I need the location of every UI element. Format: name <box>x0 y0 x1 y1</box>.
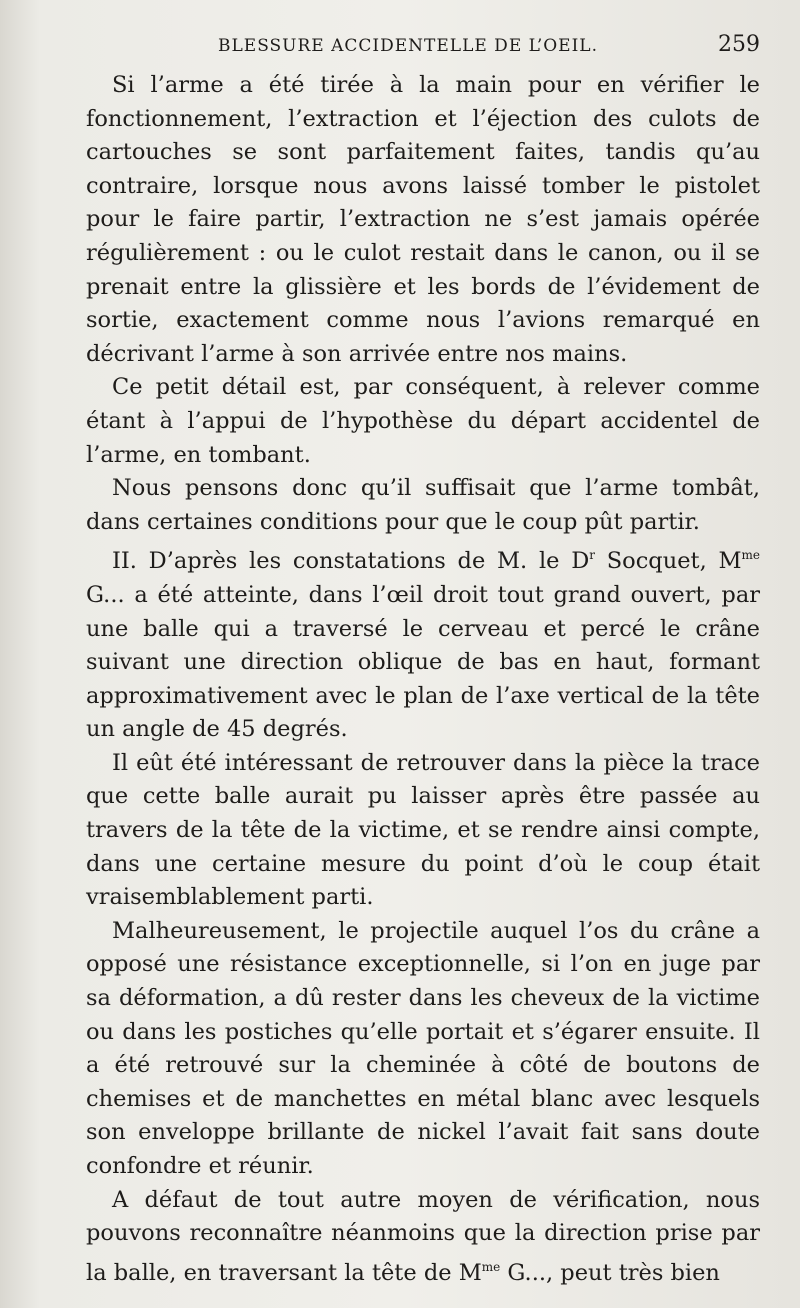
paragraph-5-text: Il eût été intéressant de retrouver dans la pièce la trace que cette balle aurait pu laisser après être passée au travers de la tête de la victime, et se rendre ainsi compte, dans une certaine mesure du point d’où le coup était vraisemblablement parti. <box>86 749 760 911</box>
paragraph-1-text: Si l’arme a été tirée à la main pour en vérifier le fonctionnement, l’extraction et l’éjection des culots de cartouches se sont parfaitement faites, tandis qu’au contraire, lorsque nous avons laissé tomber le pistolet pour le faire partir, l’extraction ne s’est jamais opérée régulièrement : ou le culot restait dans le canon, ou il se prenait entre la glissière et les bords de l’évidement de sortie, exactement comme nous l’avions remarqué en décrivant l’arme à son arrivée entre nos mains. <box>86 72 760 367</box>
paragraph-4-text-b: Socquet, M <box>595 548 742 575</box>
paragraph-7-text-a: A défaut de tout autre moyen de vérification, nous pouvons reconnaître néanmoins que la direction prise par la balle, en traversant la tête de M <box>86 1186 760 1286</box>
paragraph-5 <box>86 747 760 915</box>
paragraph-2-text: Ce petit détail est, par conséquent, à relever comme étant à l’appui de l’hypothèse du départ accidentel de l’arme, en tombant. <box>86 374 760 468</box>
paragraph-6-text: Malheureusement, le projectile auquel l’os du crâne a opposé une résistance exceptionnelle, si l’on en juge par sa déformation, a dû rester dans les cheveux de la victime ou dans les postiches qu’elle portait et s’égarer ensuite. Il a été retrouvé sur la cheminée à côté de boutons de chemises et de manchettes en métal blanc avec lesquels son enveloppe brillante de nickel l’avait fait sans doute confondre et réunir. <box>86 917 760 1179</box>
paragraph-3 <box>86 472 760 539</box>
paragraph-6 <box>86 915 760 1184</box>
running-title: BLESSURE ACCIDENTELLE DE L’OEIL. <box>218 36 599 56</box>
paragraph-7-text-b: G..., peut très bien <box>500 1259 720 1286</box>
page-header <box>0 32 800 62</box>
paragraph-4-text-c: G... a été atteinte, dans l’œil droit tout grand ouvert, par une balle qui a traversé le cerveau et percé le crâne suivant une direction oblique de bas en haut, formant approximativement avec le plan de l’axe vertical de la tête un angle de 45 degrés. <box>86 581 760 743</box>
paragraph-1 <box>86 69 760 371</box>
page-body <box>86 69 760 1290</box>
paragraph-2 <box>86 371 760 472</box>
paragraph-3-text: Nous pensons donc qu’il suffisait que l’arme tombât, dans certaines conditions pour que le coup pût partir. <box>86 475 760 535</box>
page-number: 259 <box>718 32 760 57</box>
paragraph-4-text-a: II. D’après les constatations de M. le D <box>112 548 590 575</box>
superscript-me: me <box>741 548 760 563</box>
paragraph-7 <box>86 1184 760 1291</box>
paragraph-4 <box>86 539 760 747</box>
superscript-me-2: me <box>481 1259 501 1274</box>
superscript-r: r <box>589 548 595 563</box>
